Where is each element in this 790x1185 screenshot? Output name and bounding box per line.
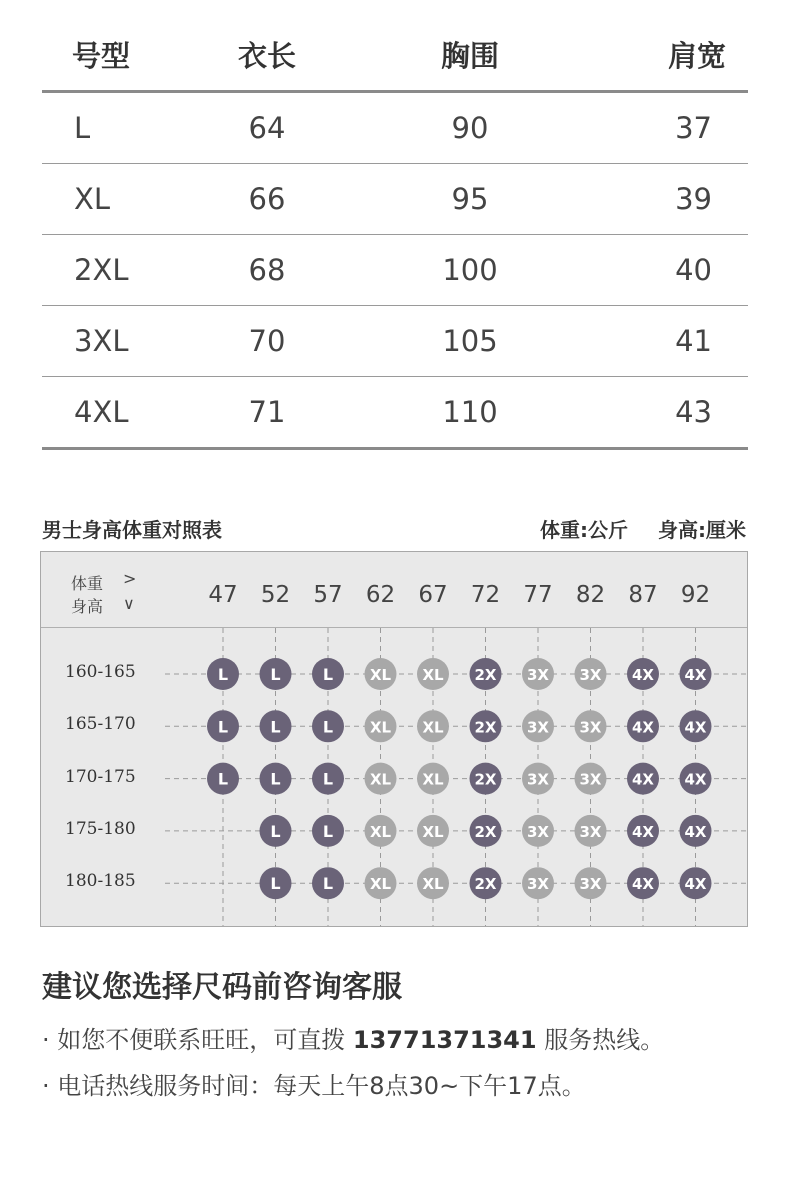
size-marker — [365, 763, 397, 795]
size-marker-label: 4X — [684, 822, 707, 841]
cell-length: 64 — [248, 111, 286, 145]
size-marker — [680, 658, 712, 690]
note1-suffix: 服务热线。 — [536, 1026, 665, 1054]
height-label-170-175: 170-175 — [65, 766, 136, 787]
size-marker-label: XL — [369, 666, 392, 684]
cell-shoulder: 41 — [675, 324, 712, 358]
size-marker — [260, 710, 292, 742]
cell-size: 3XL — [74, 324, 129, 358]
arrow-right-icon: > — [123, 569, 137, 588]
size-marker-label: XL — [369, 822, 392, 841]
size-table — [42, 18, 748, 450]
cell-chest: 90 — [451, 111, 489, 145]
size-marker — [417, 815, 449, 847]
size-marker — [575, 710, 607, 742]
consult-note-phone — [42, 1020, 664, 1055]
size-marker — [522, 867, 554, 899]
size-marker-label: 4X — [631, 770, 655, 789]
weight-tick-72: 72 — [470, 582, 501, 608]
size-marker — [680, 815, 712, 847]
weight-tick-82: 82 — [575, 582, 606, 608]
table-row — [42, 93, 748, 164]
size-marker-label: L — [270, 821, 281, 841]
size-marker-label: XL — [422, 875, 444, 894]
cell-shoulder: 37 — [675, 111, 712, 145]
header-shoulder: 肩宽 — [667, 38, 726, 73]
size-marker — [680, 867, 712, 899]
size-marker-label: 4X — [631, 666, 655, 684]
size-marker — [470, 710, 502, 742]
cell-size: 4XL — [74, 395, 129, 429]
size-marker — [365, 867, 397, 899]
size-marker — [260, 815, 292, 847]
size-marker-label: L — [322, 821, 334, 841]
size-marker — [312, 815, 344, 847]
size-marker-label: 3X — [526, 666, 550, 684]
size-marker-label: 4X — [631, 875, 655, 894]
size-marker-label: 2X — [474, 822, 497, 841]
size-marker — [207, 658, 239, 690]
cell-size: XL — [74, 182, 111, 216]
consult-note-hours: · 电话热线服务时间：每天上午8点30~下午17点。 — [42, 1072, 586, 1100]
height-label-175-180: 175-180 — [65, 818, 136, 839]
size-marker-label: 3X — [579, 718, 602, 737]
size-marker-label: XL — [422, 770, 444, 789]
size-marker — [312, 658, 344, 690]
size-marker-label: 3X — [526, 875, 550, 894]
size-marker — [470, 815, 502, 847]
arrow-down-icon: ∨ — [123, 594, 135, 613]
size-marker-label: 3X — [526, 718, 550, 737]
size-marker-label: L — [322, 874, 334, 894]
size-marker-label: 4X — [684, 770, 707, 789]
weight-tick-62: 62 — [365, 582, 396, 608]
size-marker-label: L — [217, 717, 229, 737]
size-marker-label: 2X — [474, 718, 497, 737]
size-marker — [260, 867, 292, 899]
size-marker-label: XL — [422, 666, 444, 684]
header-chest: 胸围 — [440, 38, 499, 73]
cell-shoulder: 43 — [675, 395, 712, 429]
cell-chest: 105 — [442, 324, 498, 358]
size-marker-label: 2X — [474, 875, 497, 894]
cell-shoulder: 39 — [675, 182, 712, 216]
size-marker-label: 3X — [579, 770, 602, 789]
size-marker — [365, 815, 397, 847]
size-marker-label: 3X — [526, 770, 550, 789]
size-chart — [40, 551, 748, 927]
size-marker-label: XL — [422, 718, 444, 737]
weight-tick-87: 87 — [628, 582, 658, 608]
size-marker-label: L — [270, 874, 281, 894]
header-length: 衣长 — [237, 38, 296, 73]
unit-weight: 体重:公斤 — [540, 518, 628, 542]
size-marker — [417, 867, 449, 899]
size-marker — [522, 658, 554, 690]
size-marker — [575, 815, 607, 847]
size-marker-label: 3X — [579, 666, 602, 684]
size-marker — [680, 710, 712, 742]
size-marker-label: L — [322, 769, 334, 789]
size-marker-label: 2X — [474, 770, 497, 789]
size-marker — [470, 867, 502, 899]
size-marker — [627, 658, 659, 690]
size-marker — [417, 658, 449, 690]
table-row — [42, 235, 748, 306]
size-marker — [627, 867, 659, 899]
unit-height: 身高:厘米 — [658, 518, 746, 542]
chart-title: 男士身高体重对照表 — [42, 518, 222, 542]
size-marker-label: L — [270, 665, 281, 684]
size-marker — [627, 763, 659, 795]
height-label-165-170: 165-170 — [65, 714, 136, 735]
size-marker — [207, 710, 239, 742]
weight-tick-57: 57 — [313, 582, 343, 608]
axis-height-label: 身高 — [71, 597, 104, 616]
size-marker — [627, 815, 659, 847]
table-row — [42, 164, 748, 235]
consult-title: 建议您选择尺码前咨询客服 — [42, 970, 402, 1005]
weight-tick-47: 47 — [208, 582, 238, 608]
cell-length: 68 — [248, 253, 286, 287]
size-marker-label: 4X — [684, 666, 707, 684]
size-marker — [522, 815, 554, 847]
axis-weight-label: 体重 — [71, 574, 104, 593]
hotline-number: 13771371341 — [352, 1026, 537, 1054]
weight-tick-67: 67 — [418, 582, 448, 608]
size-marker — [417, 763, 449, 795]
size-marker-label: L — [322, 665, 334, 684]
size-marker — [365, 658, 397, 690]
size-marker-label: XL — [369, 770, 392, 789]
size-marker — [260, 658, 292, 690]
size-marker-label: 3X — [526, 822, 550, 841]
cell-length: 70 — [248, 324, 286, 358]
size-marker — [312, 867, 344, 899]
size-marker — [417, 710, 449, 742]
cell-chest: 110 — [442, 395, 498, 429]
size-marker-label: XL — [422, 822, 444, 841]
size-marker — [260, 763, 292, 795]
size-marker — [627, 710, 659, 742]
size-marker — [575, 867, 607, 899]
weight-tick-92: 92 — [680, 582, 711, 608]
height-label-160-165: 160-165 — [65, 662, 136, 682]
size-table-header — [42, 18, 748, 93]
size-marker — [312, 763, 344, 795]
units — [540, 514, 746, 543]
table-row — [42, 377, 748, 450]
size-marker — [312, 710, 344, 742]
weight-tick-77: 77 — [523, 582, 553, 608]
size-marker — [575, 763, 607, 795]
cell-size: 2XL — [74, 253, 129, 287]
weight-tick-52: 52 — [260, 582, 291, 608]
size-marker — [522, 763, 554, 795]
size-marker — [680, 763, 712, 795]
size-marker — [207, 763, 239, 795]
size-marker-label: 4X — [631, 822, 655, 841]
cell-size: L — [74, 111, 91, 145]
cell-length: 66 — [248, 182, 286, 216]
size-marker-label: L — [217, 769, 229, 789]
cell-length: 71 — [248, 395, 286, 429]
cell-chest: 95 — [451, 182, 489, 216]
size-marker-label: XL — [369, 875, 392, 894]
size-marker — [575, 658, 607, 690]
size-marker-label: 4X — [684, 718, 707, 737]
cell-shoulder: 40 — [675, 253, 712, 287]
cell-chest: 100 — [442, 253, 498, 287]
size-marker-label: L — [322, 717, 334, 737]
height-label-180-185: 180-185 — [65, 871, 136, 892]
table-row — [42, 306, 748, 377]
size-marker-label: 4X — [684, 875, 707, 894]
size-marker-label: 3X — [579, 875, 602, 894]
note1-prefix: · 如您不便联系旺旺，可直拨 — [42, 1026, 353, 1054]
size-marker — [365, 710, 397, 742]
size-marker — [522, 710, 554, 742]
size-marker — [470, 658, 502, 690]
size-marker-label: 2X — [474, 666, 497, 684]
size-marker-label: XL — [369, 718, 392, 737]
size-marker-label: L — [270, 769, 281, 789]
size-marker-label: 3X — [579, 822, 602, 841]
size-marker-label: 4X — [631, 718, 655, 737]
size-marker-label: L — [217, 665, 229, 684]
header-size: 号型 — [72, 38, 131, 73]
size-marker-label: L — [270, 717, 281, 737]
size-marker — [470, 763, 502, 795]
